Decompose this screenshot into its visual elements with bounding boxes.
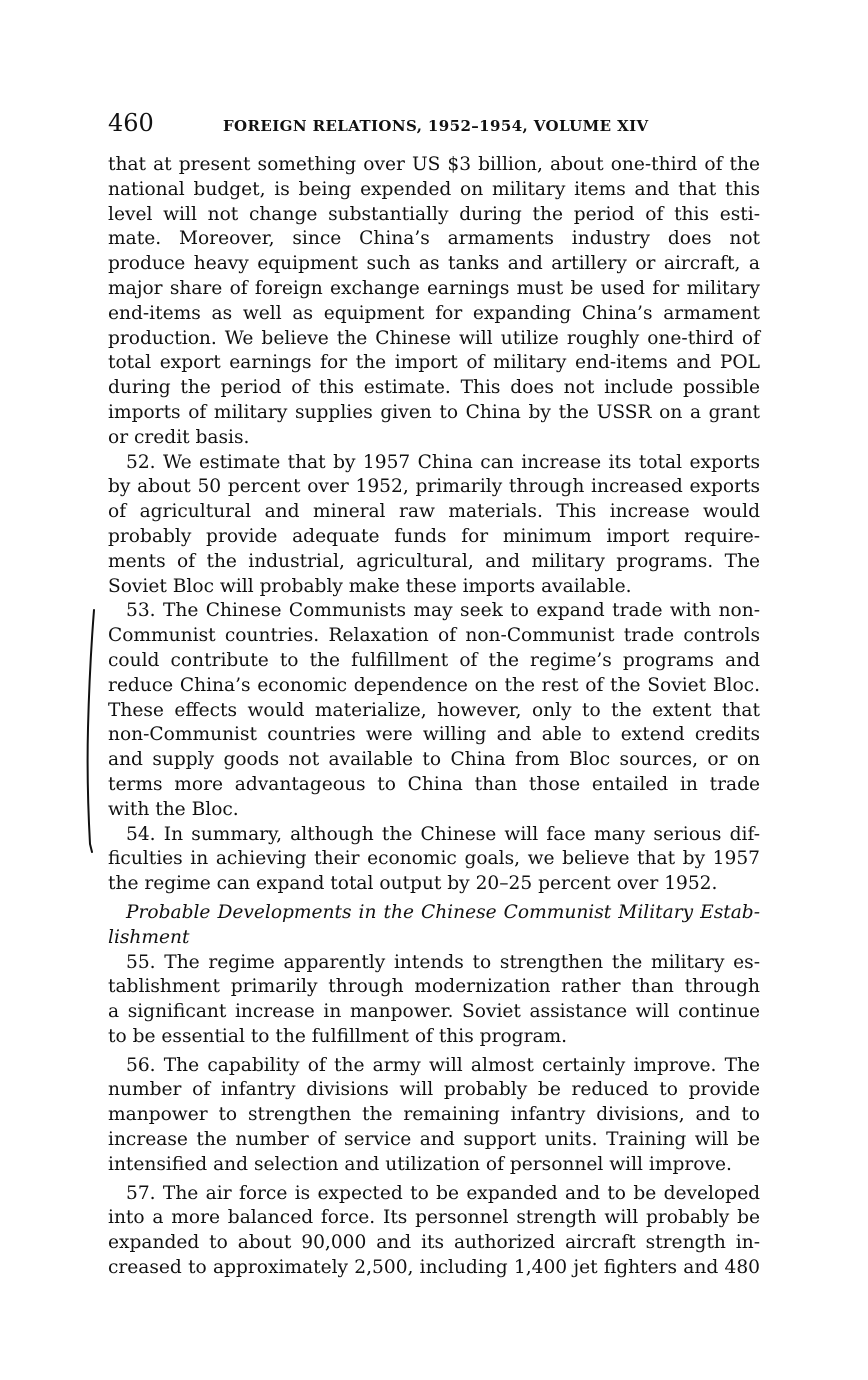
text-line: national budget, is being expended on military items and that this [108, 178, 760, 200]
text-line: or credit basis. [108, 426, 250, 448]
section-heading-line: lishment [108, 926, 190, 948]
running-head: FOREIGN RELATIONS, 1952–1954, VOLUME XIV [223, 117, 649, 135]
text-line: 54. In summary, although the Chinese will face many serious dif- [126, 823, 760, 845]
text-line: Soviet Bloc will probably make these imports available. [108, 575, 632, 597]
text-line: 55. The regime apparently intends to strengthen the military es- [126, 951, 760, 973]
text-line: 53. The Chinese Communists may seek to expand trade with non- [126, 600, 760, 622]
paragraph-54 [108, 823, 760, 897]
text-line: increase the number of service and support units. Training will be [108, 1129, 760, 1151]
text-line: a significant increase in manpower. Soviet assistance will continue [108, 1001, 760, 1023]
text-line: terms more advantageous to China than those entailed in trade [108, 773, 760, 795]
text-line: intensified and selection and utilization of personnel will improve. [108, 1153, 732, 1175]
paragraph-53 [108, 599, 760, 822]
margin-line-mark [80, 608, 104, 854]
text-line: level will not change substantially during the period of this esti- [108, 203, 760, 225]
text-line: total export earnings for the import of military end-items and POL [108, 352, 760, 374]
section-heading [108, 901, 760, 951]
section-heading-line: Probable Developments in the Chinese Communist Military Estab- [126, 901, 760, 923]
text-line: 56. The capability of the army will almost certainly improve. The [126, 1054, 760, 1076]
text-line: manpower to strengthen the remaining infantry divisions, and to [108, 1104, 760, 1126]
text-line: ments of the industrial, agricultural, and military programs. The [108, 550, 760, 572]
text-line: ficulties in achieving their economic goals, we believe that by 1957 [108, 848, 760, 870]
text-line: could contribute to the fulfillment of the regime’s programs and [108, 649, 760, 671]
text-line: creased to approximately 2,500, including 1,400 jet fighters and 480 [108, 1257, 760, 1279]
text-line: with the Bloc. [108, 798, 239, 820]
text-line: during the period of this estimate. This does not include possible [108, 377, 760, 399]
text-line: and supply goods not available to China from Bloc sources, or on [108, 749, 760, 771]
text-line: reduce China’s economic dependence on the rest of the Soviet Bloc. [108, 674, 760, 696]
page-number: 460 [108, 109, 154, 137]
paragraph-52 [108, 451, 760, 600]
text-line: that at present something over US $3 billion, about one-third of the [108, 154, 760, 175]
text-line: end-items as well as equipment for expanding China’s armament [108, 302, 760, 324]
paragraph-57 [108, 1182, 760, 1281]
text-line: production. We believe the Chinese will utilize roughly one-third of [108, 327, 760, 349]
text-line: imports of military supplies given to China by the USSR on a grant [108, 401, 760, 423]
paragraph-51-continued [108, 153, 760, 451]
text-line: tablishment primarily through modernization rather than through [108, 976, 760, 998]
text-line: of agricultural and mineral raw materials. This increase would [108, 501, 760, 523]
text-line: number of infantry divisions will probably be reduced to provide [108, 1079, 760, 1101]
text-line: Communist countries. Relaxation of non-Communist trade controls [108, 625, 760, 647]
text-line: into a more balanced force. Its personnel strength will probably be [108, 1207, 760, 1229]
document-body [108, 153, 760, 1281]
text-line: the regime can expand total output by 20–25 percent over 1952. [108, 873, 718, 895]
text-line: expanded to about 90,000 and its authorized aircraft strength in- [108, 1232, 760, 1254]
text-line: These effects would materialize, however, only to the extent that [108, 699, 760, 721]
text-line: non-Communist countries were willing and able to extend credits [108, 724, 760, 746]
text-line: probably provide adequate funds for minimum import require- [108, 525, 760, 547]
paragraph-56 [108, 1054, 760, 1178]
text-line: by about 50 percent over 1952, primarily through increased exports [108, 476, 760, 498]
text-line: mate. Moreover, since China’s armaments industry does not [108, 228, 760, 250]
text-line: 57. The air force is expected to be expanded and to be developed [126, 1182, 760, 1204]
text-line: to be essential to the fulfillment of this program. [108, 1025, 568, 1047]
text-line: 52. We estimate that by 1957 China can increase its total exports [126, 451, 760, 473]
text-line: major share of foreign exchange earnings must be used for military [108, 277, 760, 299]
text-line: produce heavy equipment such as tanks and artillery or aircraft, a [108, 253, 760, 275]
page-header [108, 108, 768, 138]
paragraph-55 [108, 951, 760, 1050]
